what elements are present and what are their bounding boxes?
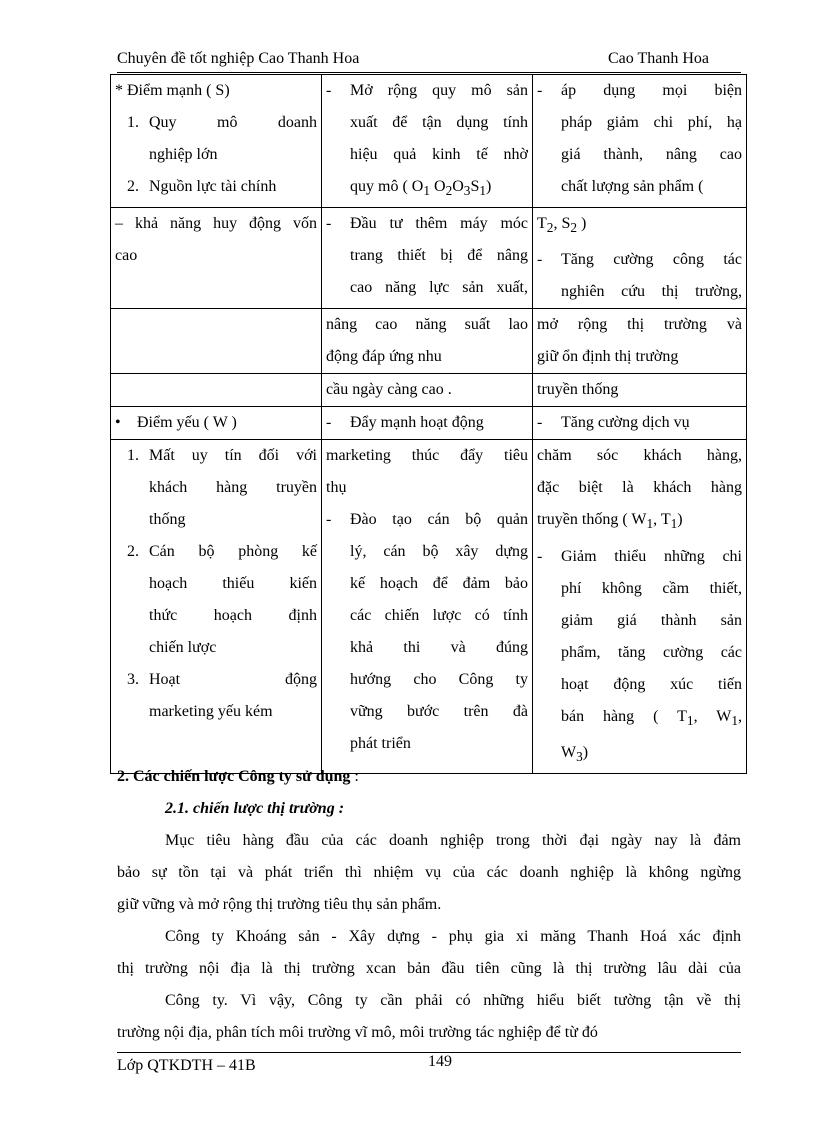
text-line: phí không cầm thiết, — [561, 579, 742, 597]
empty-cell — [111, 374, 322, 407]
strengths-title: * Điểm mạnh ( S) — [115, 82, 230, 99]
strengths-cell — [111, 208, 322, 309]
list-item: 2. Nguồn lực tài chính — [127, 178, 277, 195]
table-row — [111, 440, 747, 774]
text-line: xuất để tận dụng tính — [350, 114, 528, 131]
text-line: phát triển — [350, 735, 411, 753]
page-footer — [117, 1052, 741, 1083]
text-line: thụ — [326, 479, 347, 497]
so-strategy-cell — [322, 374, 533, 407]
strengths-cell — [111, 75, 322, 208]
page-number: 149 — [428, 1053, 452, 1070]
text-line: nâng cao năng suất lao — [326, 316, 528, 334]
paragraph-line: Mục tiêu hàng đầu của các doanh nghiệp trong thời đại ngày nay là đảm — [165, 832, 741, 849]
text-line: chiến lược — [149, 639, 217, 657]
st-strategy-cell — [533, 75, 747, 208]
list-item: • Điểm yếu ( W ) — [115, 407, 317, 439]
list-item: - Tăng cường dịch vụ — [537, 414, 690, 432]
text-line: giá thành, nâng cao — [561, 146, 742, 163]
text-line: hoạch thiếu kiến — [149, 575, 317, 593]
so-strategy-cell — [322, 75, 533, 208]
wt-strategy-cell — [533, 407, 747, 440]
so-strategy-cell — [322, 309, 533, 374]
list-item: 1. Mất uy tín đối với — [127, 447, 317, 465]
text-line: giảm giá thành sản — [561, 611, 742, 629]
list-item: 3. Hoạt động — [127, 671, 317, 689]
text-line: $W_3$) — [561, 743, 589, 764]
weaknesses-cell — [111, 440, 322, 774]
text-line: cầu ngày càng cao . — [326, 381, 452, 399]
wo-strategy-cell — [322, 440, 533, 774]
text-line: bán hàng ( $T_1$, $W_1$, — [561, 707, 743, 728]
wo-strategy-cell — [322, 407, 533, 440]
text-line: chất lượng sản phẩm ( — [561, 178, 704, 195]
list-item: - Đầu tư thêm máy móc — [326, 215, 528, 233]
empty-cell — [111, 309, 322, 374]
table-row — [111, 374, 747, 407]
header-author: Cao Thanh Hoa — [607, 50, 709, 67]
text-line: hiệu quả kinh tế nhờ — [350, 146, 528, 163]
text-line: trang thiết bị để nâng — [350, 247, 528, 265]
list-item-cont: nghiệp lớn — [149, 146, 218, 163]
text-line: thống — [149, 511, 186, 529]
weaknesses-title: Điểm yếu ( W ) — [137, 414, 237, 432]
text-line: nghiên cứu thị trường, — [561, 283, 742, 301]
weaknesses-cell — [111, 407, 322, 440]
table-row — [111, 75, 747, 208]
text-line: truyền thống ( $W_1$, $T_1$) — [537, 511, 683, 532]
text-line: đặc biệt là khách hàng — [537, 479, 742, 497]
table-row — [111, 407, 747, 440]
section-heading: 2. Các chiến lược Công ty sử dụng : — [117, 768, 359, 785]
paragraph-line: bảo sự tồn tại và phát triển thì nhiệm vụ của các doanh nghiệp là không ngừng — [117, 864, 741, 881]
table-row — [111, 208, 747, 309]
text-line: vững bước trên đà — [350, 703, 528, 721]
text-line: các chiến lược có tính — [350, 607, 528, 625]
list-item: - Tăng cường công tác — [537, 251, 742, 269]
text-line: pháp giảm chi phí, hạ — [561, 114, 742, 131]
st-strategy-cell — [533, 374, 747, 407]
text-line: hoạt động xúc tiến — [561, 675, 742, 693]
text-line: truyền thống — [537, 381, 619, 399]
text-line: khả thi và đúng — [350, 639, 528, 657]
text-line: marketing yếu kém — [149, 703, 273, 721]
text-line: quy mô ( $O_1$ $O_2O_3S_1$) — [350, 178, 492, 199]
list-item: - Đẩy mạnh hoạt động — [326, 414, 484, 432]
text-line: khách hàng truyền — [149, 479, 317, 497]
footer-class: Lớp QTKDTH – 41B — [117, 1057, 256, 1074]
subsection-heading: 2.1. chiến lược thị trường : — [165, 800, 345, 817]
text-line: $T_2$, $S_2$ ) — [537, 215, 587, 236]
text-line: cao — [115, 247, 138, 265]
text-line: hướng cho Công ty — [350, 671, 528, 689]
wt-strategy-cell — [533, 440, 747, 774]
text-line: kế hoạch để đảm bảo — [350, 575, 528, 593]
paragraph-line: thị trường nội địa là thị trường xcan bản đầu tiên cũng là thị trường lâu dài của — [117, 960, 741, 977]
st-strategy-cell — [533, 208, 747, 309]
paragraph-line: Công ty. Vì vậy, Công ty cần phải có những hiểu biết tường tận về thị — [165, 992, 741, 1009]
text-line: phẩm, tăng cường các — [561, 643, 742, 661]
text-line: chăm sóc khách hàng, — [537, 447, 742, 465]
paragraph-line: Công ty Khoáng sản - Xây dựng - phụ gia xi măng Thanh Hoá xác định — [165, 928, 741, 945]
list-item: - Mở rộng quy mô sản — [326, 82, 528, 99]
list-item: 2. Cán bộ phòng kế — [127, 543, 317, 561]
list-item: 1. Quy mô doanh — [127, 114, 317, 131]
table-row — [111, 309, 747, 374]
list-item: - Đào tạo cán bộ quản — [326, 511, 528, 529]
text-line: động đáp ứng nhu — [326, 348, 442, 366]
body-text — [117, 761, 741, 1049]
text-line: cao năng lực sản xuất, — [350, 279, 528, 297]
list-item: - áp dụng mọi biện — [537, 82, 742, 99]
text-line: marketing thúc đẩy tiêu — [326, 447, 528, 465]
swot-table — [110, 74, 747, 774]
header-title: Chuyên đề tốt nghiệp Cao Thanh Hoa — [117, 50, 360, 67]
text-line: – khả năng huy động vốn — [115, 215, 317, 233]
paragraph-line: trường nội địa, phân tích môi trường vĩ mô, môi trường tác nghiệp để từ đó — [117, 1024, 598, 1041]
paragraph-line: giữ vững và mở rộng thị trường tiêu thụ sản phẩm. — [117, 896, 442, 913]
so-strategy-cell — [322, 208, 533, 309]
text-line: thức hoạch định — [149, 607, 317, 625]
text-line: lý, cán bộ xây dựng — [350, 543, 528, 561]
list-item: - Giảm thiểu những chi — [537, 547, 742, 565]
text-line: giữ ổn định thị trường — [537, 348, 679, 366]
st-strategy-cell — [533, 309, 747, 374]
text-line: mở rộng thị trường và — [537, 316, 742, 334]
page-header — [117, 50, 741, 73]
